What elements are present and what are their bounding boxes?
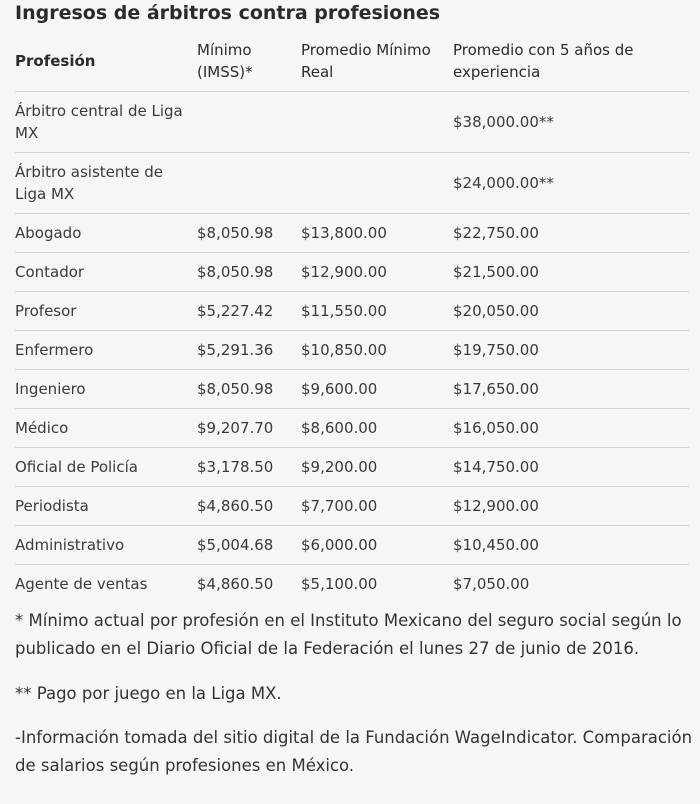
cell-profesion: Abogado <box>15 214 197 253</box>
cell-minimo-imss: $8,050.98 <box>197 214 301 253</box>
cell-promedio-minimo-real: $9,200.00 <box>301 448 453 487</box>
cell-minimo-imss: $4,860.50 <box>197 575 274 594</box>
cell-promedio-minimo-real: $6,000.00 <box>301 526 453 565</box>
cell-profesion: Árbitro central de Liga MX <box>15 92 197 153</box>
table-row <box>15 92 689 153</box>
cell-profesion: Ingeniero <box>15 370 197 409</box>
header-promedio-5-anos: Promedio con 5 años de experiencia <box>453 32 689 92</box>
cell-profesion: Enfermero <box>15 331 197 370</box>
cell-promedio-minimo-real: $12,900.00 <box>301 253 453 292</box>
cell-promedio-5-anos: $21,500.00 <box>453 253 689 292</box>
cell-minimo-imss: $5,004.68 <box>197 526 301 565</box>
footnote-liga-mx: ** Pago por juego en la Liga MX. <box>15 684 282 703</box>
cell-minimo-imss <box>197 92 301 153</box>
cell-minimo-imss: $4,860.50 <box>197 487 301 526</box>
header-minimo-imss: Mínimo (IMSS)* <box>197 32 301 92</box>
table-row <box>15 565 689 604</box>
table-row <box>15 331 689 370</box>
cell-promedio-minimo-real: $5,100.00 <box>301 575 378 594</box>
header-profesion: Profesión <box>15 32 197 92</box>
cell-promedio-5-anos: $7,050.00 <box>453 575 530 594</box>
table-row <box>15 487 689 526</box>
cell-promedio-5-anos: $17,650.00 <box>453 370 689 409</box>
cell-promedio-5-anos: $22,750.00 <box>453 214 689 253</box>
cell-minimo-imss <box>197 153 301 214</box>
table-row <box>15 214 689 253</box>
cell-promedio-minimo-real: $10,850.00 <box>301 331 453 370</box>
cell-promedio-5-anos: $12,900.00 <box>453 487 689 526</box>
cell-profesion: Administrativo <box>15 526 197 565</box>
table-row <box>15 409 689 448</box>
cell-promedio-5-anos: $16,050.00 <box>453 409 689 448</box>
cell-minimo-imss: $9,207.70 <box>197 409 301 448</box>
table-row <box>15 253 689 292</box>
cell-promedio-5-anos: $20,050.00 <box>453 292 689 331</box>
cell-promedio-minimo-real: $11,550.00 <box>301 292 453 331</box>
cell-minimo-imss: $5,291.36 <box>197 331 301 370</box>
cell-profesion: Oficial de Policía <box>15 448 197 487</box>
table-row <box>15 153 689 214</box>
cell-minimo-imss: $3,178.50 <box>197 448 301 487</box>
cell-profesion: Médico <box>15 409 197 448</box>
cell-profesion: Contador <box>15 253 197 292</box>
table-header-row <box>15 32 689 92</box>
cell-promedio-5-anos: $10,450.00 <box>453 526 689 565</box>
cell-promedio-minimo-real: $9,600.00 <box>301 370 453 409</box>
cell-promedio-minimo-real: $13,800.00 <box>301 214 453 253</box>
cell-promedio-5-anos: $24,000.00** <box>453 153 689 214</box>
cell-profesion: Periodista <box>15 487 197 526</box>
cell-profesion: Agente de ventas <box>15 575 148 594</box>
footnote-imss: * Mínimo actual por profesión en el Instituto Mexicano del seguro social según lo publicado en el Diario Oficial de la Federación el lunes 27 de junio de 2016. <box>15 611 682 658</box>
salary-table <box>15 32 689 604</box>
footnote-source: -Información tomada del sitio digital de la Fundación WageIndicator. Comparación de salarios según profesiones en México. <box>15 728 693 775</box>
cell-promedio-minimo-real <box>301 153 453 214</box>
table-title: Ingresos de árbitros contra profesiones <box>15 2 441 24</box>
cell-promedio-5-anos: $14,750.00 <box>453 448 689 487</box>
cell-profesion: Profesor <box>15 292 197 331</box>
cell-promedio-5-anos: $19,750.00 <box>453 331 689 370</box>
table-row <box>15 448 689 487</box>
cell-promedio-minimo-real: $8,600.00 <box>301 409 453 448</box>
table-row <box>15 370 689 409</box>
footnotes <box>15 607 695 780</box>
cell-minimo-imss: $5,227.42 <box>197 292 301 331</box>
table-row <box>15 292 689 331</box>
cell-promedio-minimo-real <box>301 92 453 153</box>
header-promedio-minimo-real: Promedio Mínimo Real <box>301 32 453 92</box>
cell-promedio-5-anos: $38,000.00** <box>453 92 689 153</box>
cell-minimo-imss: $8,050.98 <box>197 253 301 292</box>
table-row <box>15 526 689 565</box>
cell-minimo-imss: $8,050.98 <box>197 370 301 409</box>
cell-profesion: Árbitro asistente de Liga MX <box>15 153 197 214</box>
cell-promedio-minimo-real: $7,700.00 <box>301 487 453 526</box>
